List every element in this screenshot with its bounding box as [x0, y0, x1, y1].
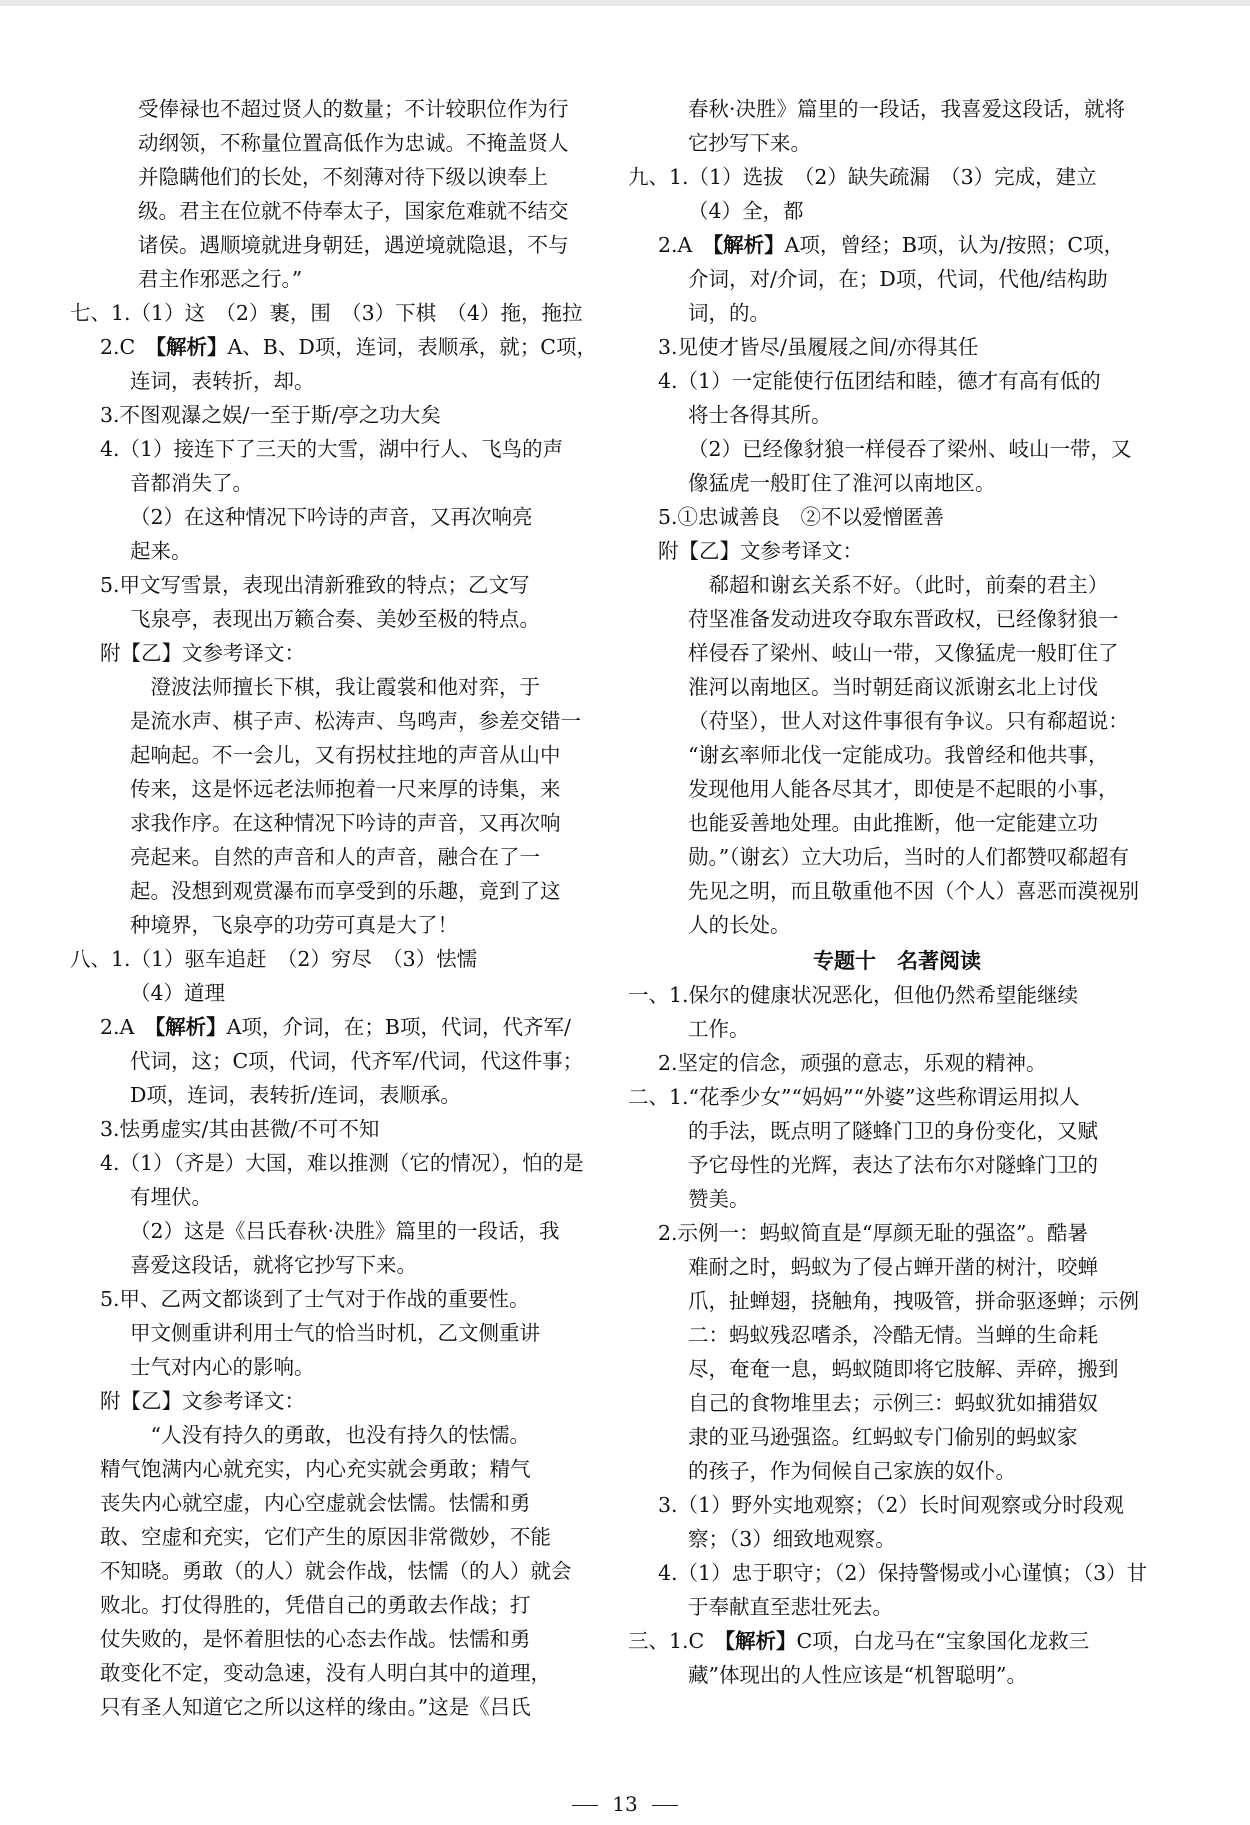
text-line: 4.（1）一定能使行伍团结和睦，德才有高有低的: [658, 369, 1101, 393]
analysis-tag: 【解析】: [724, 1629, 797, 1653]
text-line: （2）在这种情况下吟诗的声音，又再次响亮: [130, 505, 533, 529]
text-line: 甲文侧重讲利用士气的恰当时机，乙文侧重讲: [130, 1321, 540, 1345]
text-line: 并隐瞒他们的长处，不刻薄对待下级以谀奉上: [138, 165, 548, 189]
text-line: 二、1.“花季少女”“妈妈”“外婆”这些称谓运用拟人: [628, 1085, 1080, 1109]
text-line: 诸侯。遇顺境就进身朝廷，遇逆境就隐退，不与: [138, 233, 569, 257]
text-line: 郗超和谢玄关系不好。（此时，前秦的君主）: [688, 573, 1109, 597]
text-line: 八、1.（1）驱车追赶 （2）穷尽 （3）怯懦: [70, 947, 478, 971]
text-line: 君主作邪恶之行。”: [138, 267, 303, 291]
item-label: 2.C: [100, 335, 156, 359]
text-line: [628, 1624, 1166, 1658]
text-line: 是流水声、棋子声、松涛声、鸟鸣声，参差交错一: [130, 709, 581, 733]
text-line: 词，的。: [688, 301, 770, 325]
top-edge: [0, 0, 1250, 6]
page-number: [0, 1792, 1250, 1816]
text-line: 像猛虎一般盯住了淮河以南地区。: [688, 471, 996, 495]
text-line: 将士各得其所。: [688, 403, 832, 427]
text-line: 不知晓。勇敢（的人）就会作战，怯懦（的人）就会: [100, 1559, 572, 1583]
analysis-tag: 【解析】: [712, 233, 785, 257]
line-text: C项，白龙马在“宝象国化龙救三: [796, 1629, 1090, 1653]
text-line: （苻坚），世人对这件事很有争议。只有郗超说：: [688, 709, 1129, 733]
item-label: 2.A: [658, 233, 713, 257]
text-line: 亮起来。自然的声音和人的声音，融合在了一: [130, 845, 540, 869]
section-title: 专题十 名著阅读: [813, 949, 981, 973]
text-line: 只有圣人知道它之所以这样的缘由。”这是《吕氏: [100, 1695, 531, 1719]
text-line: 难耐之时，蚂蚁为了侵占蝉开凿的树汁，咬蝉: [688, 1255, 1098, 1279]
line-text: A项，曾经；B项，认为/按照；C项，: [784, 233, 1125, 257]
text-line: 爪，扯蝉翅，挠触角，拽吸管，拼命驱逐蝉；示例: [688, 1289, 1139, 1313]
text-line: 附【乙】文参考译文：: [100, 641, 305, 665]
text-line: （2）已经像豺狼一样侵吞了梁州、岐山一带，又: [688, 437, 1132, 461]
text-line: 附【乙】文参考译文：: [658, 539, 863, 563]
text-line: 代词，这；C项，代词，代齐军/代词，代这件事；: [130, 1049, 584, 1073]
text-line: 音都消失了。: [130, 471, 253, 495]
item-label: 2.A: [100, 1015, 155, 1039]
text-line: 级。君主在位就不侍奉太子，国家危难就不结交: [138, 199, 569, 223]
text-line: 5.①忠诚善良 ②不以爱憎匿善: [658, 505, 945, 529]
text-line: 样侵吞了梁州、岐山一带，又像猛虎一般盯住了: [688, 641, 1119, 665]
text-line: [70, 1010, 598, 1044]
analysis-tag: 【解析】: [155, 335, 228, 359]
text-line: 2.示例一：蚂蚁简直是“厚颜无耻的强盗”。酷暑: [658, 1221, 1089, 1245]
text-line: 喜爱这段话，就将它抄写下来。: [130, 1253, 417, 1277]
text-line: 自己的食物堆里去；示例三：蚂蚁犹如捕猎奴: [688, 1391, 1098, 1415]
text-line: 起来。: [130, 539, 192, 563]
text-line: 人的长处。: [688, 913, 791, 937]
text-line: 传来，这是怀远老法师抱着一尺来厚的诗集，来: [130, 777, 561, 801]
text-line: 发现他用人能各尽其才，即使是不起眼的小事，: [688, 777, 1119, 801]
text-line: 起响起。不一会儿，又有拐杖拄地的声音从山中: [130, 743, 561, 767]
text-line: 敢变化不定，变动急速，没有人明白其中的道理，: [100, 1661, 551, 1685]
text-line: 一、1.保尔的健康状况恶化，但他仍然希望能继续: [628, 983, 1079, 1007]
text-line: 丧失内心就空虚，内心空虚就会怯懦。怯懦和勇: [100, 1491, 531, 1515]
text-line: 藏”体现出的人性应该是“机智聪明”。: [688, 1663, 1027, 1687]
text-line: 隶的亚马逊强盗。红蚂蚁专门偷别的蚂蚁家: [688, 1425, 1078, 1449]
text-line: 的孩子，作为伺候自己家族的奴仆。: [688, 1459, 1016, 1483]
text-line: [628, 228, 1166, 262]
text-line: 4.（1）（齐是）大国，难以推测（它的情况），怕的是: [100, 1151, 584, 1175]
text-line: 澄波法师擅长下棋，我让霞裳和他对弈，于: [130, 675, 540, 699]
text-line: 3.（1）野外实地观察；（2）长时间观察或分时段观: [658, 1493, 1124, 1517]
text-line: 连词，表转折，却。: [130, 369, 315, 393]
text-line: 苻坚准备发动进攻夺取东晋政权，已经像豺狼一: [688, 607, 1119, 631]
text-line: [70, 330, 598, 364]
text-line: 仗失败的，是怀着胆怯的心态去作战。怯懦和勇: [100, 1627, 531, 1651]
text-line: 4.（1）忠于职守；（2）保持警惕或小心谨慎；（3）甘: [658, 1561, 1148, 1585]
text-line: 5.甲文写雪景，表现出清新雅致的特点；乙文写: [100, 573, 530, 597]
text-line: （4）道理: [130, 981, 226, 1005]
text-line: 工作。: [688, 1017, 750, 1041]
text-line: 勋。”（谢玄）立大功后，当时的人们都赞叹郗超有: [688, 845, 1129, 869]
text-line: 起。没想到观赏瀑布而享受到的乐趣，竟到了这: [130, 879, 561, 903]
text-line: 介词，对/介词，在；D项，代词，代他/结构助: [688, 267, 1108, 291]
item-label: 三、1.C: [628, 1629, 725, 1653]
text-line: 3.见使才皆尽/虽履屐之间/亦得其任: [658, 335, 979, 359]
text-line: 3.不图观瀑之娱/一至于斯/亭之功大矣: [100, 403, 441, 427]
text-line: 察；（3）细致地观察。: [688, 1527, 896, 1551]
text-line: 二：蚂蚁残忍嗜杀，冷酷无情。当蝉的生命耗: [688, 1323, 1098, 1347]
dash-right: [652, 1805, 678, 1806]
page-number-text: 13: [612, 1792, 638, 1816]
text-line: 尽，奄奄一息，蚂蚁随即将它肢解、弄碎，搬到: [688, 1357, 1119, 1381]
text-line: 予它母性的光辉，表达了法布尔对隧蜂门卫的: [688, 1153, 1098, 1177]
text-line: 种境界，飞泉亭的功劳可真是大了！: [130, 913, 458, 937]
text-line: 于奉献直至悲壮死去。: [688, 1595, 893, 1619]
text-line: 附【乙】文参考译文：: [100, 1389, 305, 1413]
text-line: 七、1.（1）这 （2）裹，围 （3）下棋 （4）拖，拖拉: [70, 301, 583, 325]
text-line: （2）这是《吕氏春秋·决胜》篇里的一段话，我: [130, 1219, 560, 1243]
text-line: 5.甲、乙两文都谈到了士气对于作战的重要性。: [100, 1287, 530, 1311]
text-line: 3.怯勇虚实/其由甚微/不可不知: [100, 1117, 380, 1141]
text-line: 淮河以南地区。当时朝廷商议派谢玄北上讨伐: [688, 675, 1098, 699]
right-column: [628, 92, 1166, 1692]
text-line: 动纲领，不称量位置高低作为忠诚。不掩盖贤人: [138, 131, 569, 155]
text-line: D项，连词，表转折/连词，表顺承。: [130, 1083, 461, 1107]
text-line: 飞泉亭，表现出万籁合奏、美妙至极的特点。: [130, 607, 540, 631]
line-text: A项，介词，在；B项，代词，代齐军/: [226, 1015, 571, 1039]
dash-left: [572, 1805, 598, 1806]
text-line: 它抄写下来。: [688, 131, 811, 155]
text-line: 敢、空虚和充实，它们产生的原因非常微妙，不能: [100, 1525, 551, 1549]
text-line: 的手法，既点明了隧蜂门卫的身份变化，又赋: [688, 1119, 1098, 1143]
text-line: 赞美。: [688, 1187, 750, 1211]
text-line: 求我作序。在这种情况下吟诗的声音，又再次响: [130, 811, 561, 835]
text-line: 精气饱满内心就充实，内心充实就会勇敢；精气: [100, 1457, 531, 1481]
text-line: 也能妥善地处理。由此推断，他一定能建立功: [688, 811, 1098, 835]
text-line: （4）全，都: [688, 199, 804, 223]
text-line: 2.坚定的信念，顽强的意志，乐观的精神。: [658, 1051, 1047, 1075]
text-line: 有埋伏。: [130, 1185, 212, 1209]
text-line: 先见之明，而且敬重他不因（个人）喜恶而漠视别: [688, 879, 1139, 903]
text-line: 士气对内心的影响。: [130, 1355, 315, 1379]
text-line: 春秋·决胜》篇里的一段话，我喜爱这段话，就将: [688, 97, 1126, 121]
text-line: “人没有持久的勇敢，也没有持久的怯懦。: [130, 1423, 530, 1447]
text-line: 4.（1）接连下了三天的大雪，湖中行人、飞鸟的声: [100, 437, 564, 461]
analysis-tag: 【解析】: [154, 1015, 227, 1039]
text-line: 九、1.（1）选拔 （2）缺失疏漏 （3）完成，建立: [628, 165, 1097, 189]
text-line: 受俸禄也不超过贤人的数量；不计较职位作为行: [138, 97, 569, 121]
left-column: [70, 92, 598, 1724]
line-text: A、B、D项，连词，表顺承，就；C项，: [227, 335, 597, 359]
text-line: “谢玄率师北伐一定能成功。我曾经和他共事，: [688, 743, 1109, 767]
text-line: 败北。打仗得胜的，凭借自己的勇敢去作战；打: [100, 1593, 531, 1617]
